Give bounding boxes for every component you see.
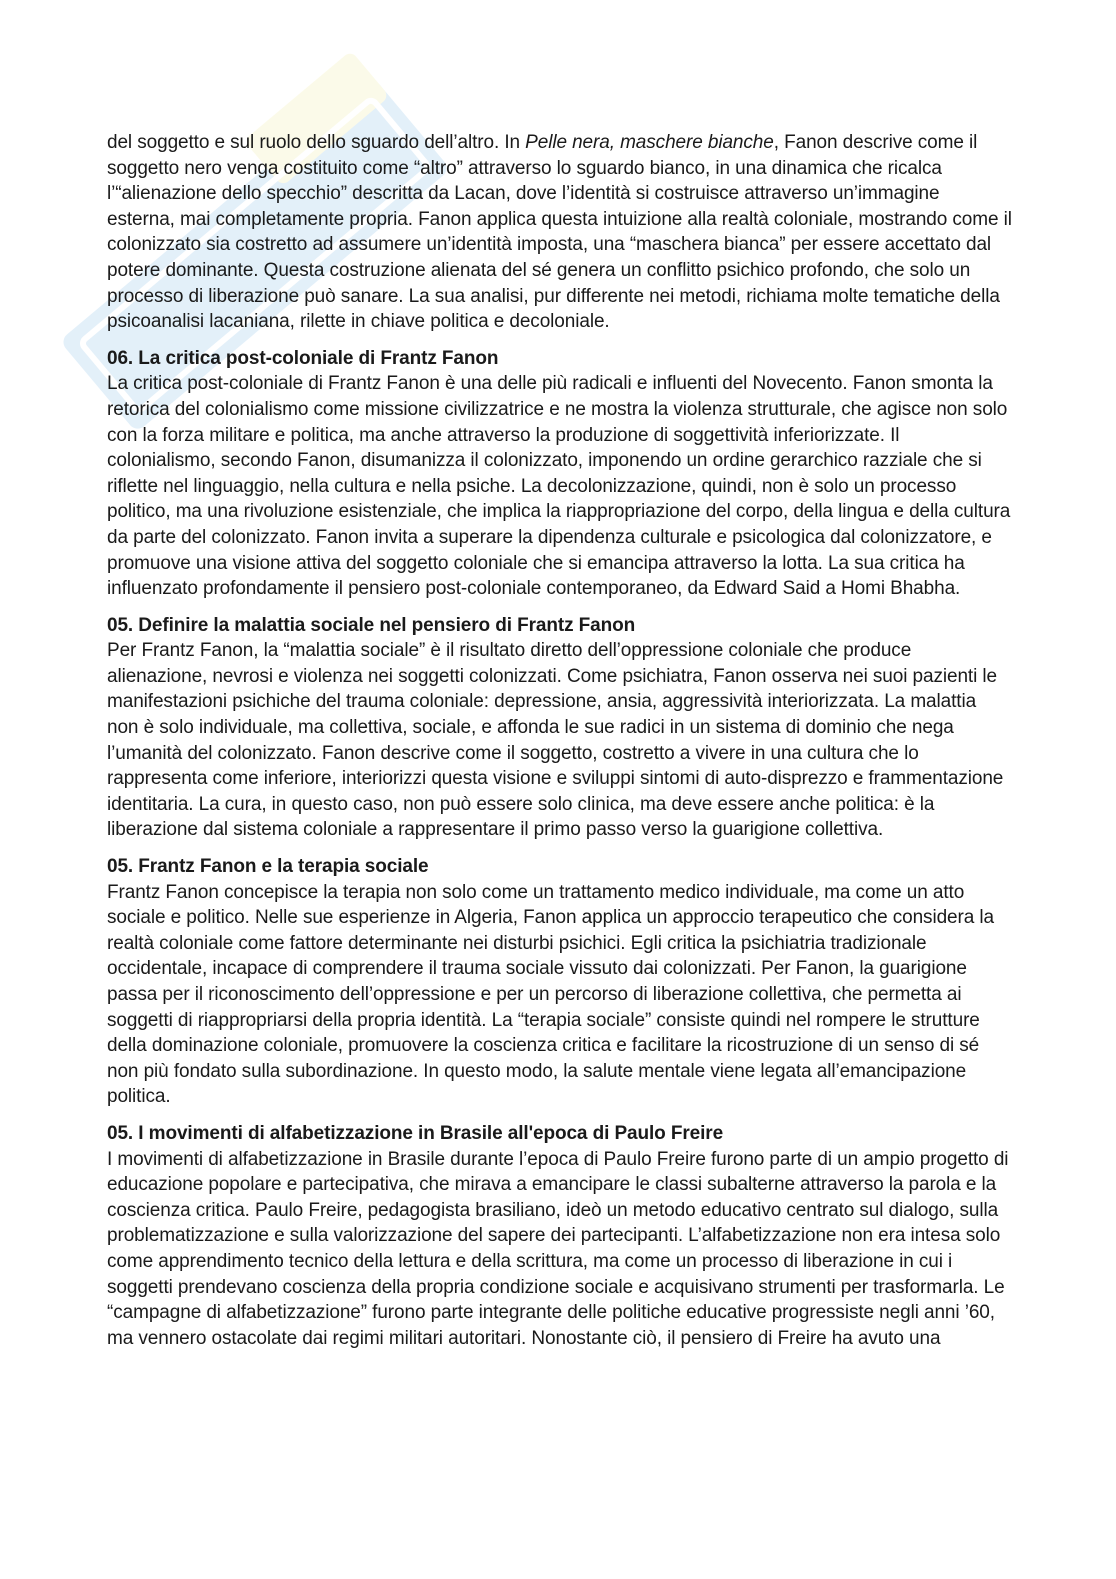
section-malattia-sociale: [107, 613, 1012, 843]
section-alfabetizzazione-brasile: [107, 1121, 1012, 1351]
section-paragraph: Per Frantz Fanon, la “malattia sociale” è il risultato diretto dell’oppressione coloniale che produce alienazione, nevrosi e violenza nei soggetti colonizzati. Come psichiatra, Fanon osserva nei suoi pazienti le manifestazioni psichiche del trauma coloniale: depressione, ansia, aggressività interiorizzata. La malattia non è solo individuale, ma collettiva, sociale, e affonda le sue radici in un sistema di dominio che nega l’umanità del colonizzato. Fanon descrive come il soggetto, costretto a vivere in una cultura che lo rappresenta come inferiore, interiorizzi questa visione e sviluppi sintomi di auto-disprezzo e frammentazione identitaria. La cura, in questo caso, non può essere solo clinica, ma deve essere anche politica: è la liberazione dal sistema coloniale a rappresentare il primo passo verso la guarigione collettiva.: [107, 640, 1004, 841]
section-heading: 05. I movimenti di alfabetizzazione in Brasile all'epoca di Paulo Freire: [107, 1122, 724, 1144]
section-heading: 05. Definire la malattia sociale nel pensiero di Frantz Fanon: [107, 614, 636, 636]
intro-paragraph: del soggetto e sul ruolo dello sguardo dell’altro. In Pelle nera, maschere bianche, Fanon descrive come il soggetto nero venga costituito come “altro” attraverso lo sguardo bianco, in una dinamica che ricalca l’“alienazione dello specchio” descritta da Lacan, dove l’identità si costruisce attraverso un’immagine esterna, mai completamente propria. Fanon applica questa intuizione alla realtà coloniale, mostrando come il colonizzato sia costretto ad assumere un’identità imposta, una “maschera bianca” per essere accettato dal potere dominante. Questa costruzione alienata del sé genera un conflitto psichico profondo, che solo un processo di liberazione può sanare. La sua analisi, pur differente nei metodi, richiama molte tematiche della psicoanalisi lacaniana, rilette in chiave politica e decoloniale.: [107, 132, 1012, 333]
section-critica-post-coloniale: [107, 346, 1012, 602]
section-paragraph: Frantz Fanon concepisce la terapia non solo come un trattamento medico individuale, ma come un atto sociale e politico. Nelle sue esperienze in Algeria, Fanon applica un approccio terapeutico che considera la realtà coloniale come fattore determinante nei disturbi psichici. Egli critica la psichiatria tradizionale occidentale, incapace di comprendere il trauma sociale vissuto dai colonizzati. Per Fanon, la guarigione passa per il riconoscimento dell’oppressione e per un percorso di liberazione collettiva, che permetta ai soggetti di riappropriarsi della propria identità. La “terapia sociale” consiste quindi nel rompere le strutture della dominazione coloniale, promuovere la coscienza critica e facilitare la ricostruzione di un senso di sé non più fondato sulla subordinazione. In questo modo, la salute mentale viene legata all’emancipazione politica.: [107, 881, 994, 1108]
book-title: Pelle nera, maschere bianche: [525, 132, 774, 153]
section-heading: 06. La critica post-coloniale di Frantz Fanon: [107, 347, 499, 369]
document-page: [107, 130, 1012, 1351]
section-paragraph: I movimenti di alfabetizzazione in Brasile durante l’epoca di Paulo Freire furono parte di un ampio progetto di educazione popolare e partecipativa, che mirava a emancipare le classi subalterne attraverso la parola e la coscienza critica. Paulo Freire, pedagogista brasiliano, ideò un metodo educativo centrato sul dialogo, sulla problematizzazione e sulla valorizzazione del sapere dei partecipanti. L’alfabetizzazione non era intesa solo come apprendimento tecnico della lettura e della scrittura, ma come un processo di liberazione in cui i soggetti prendevano coscienza della propria condizione sociale e acquisivano strumenti per trasformarla. Le “campagne di alfabetizzazione” furono parte integrante delle politiche educative progressiste negli anni ’60, ma vennero ostacolate dai regimi militari autoritari. Nonostante ciò, il pensiero di Freire ha avuto una: [107, 1148, 1009, 1349]
section-paragraph: La critica post-coloniale di Frantz Fanon è una delle più radicali e influenti del Novecento. Fanon smonta la retorica del colonialismo come missione civilizzatrice e ne mostra la violenza strutturale, che agisce non solo con la forza militare e politica, ma anche attraverso la produzione di soggettività inferiorizzate. Il colonialismo, secondo Fanon, disumanizza il colonizzato, imponendo un ordine gerarchico razziale che si riflette nel linguaggio, nella cultura e nella psiche. La decolonizzazione, quindi, non è solo un processo politico, ma una rivoluzione esistenziale, che implica la riappropriazione del corpo, della lingua e della cultura da parte del colonizzato. Fanon invita a superare la dipendenza culturale e psicologica dal colonizzatore, e promuove una visione attiva del soggetto coloniale che si emancipa attraverso la lotta. La sua critica ha influenzato profondamente il pensiero post-coloniale contemporaneo, da Edward Said a Homi Bhabha.: [107, 373, 1011, 600]
section-terapia-sociale: [107, 854, 1012, 1110]
section-heading: 05. Frantz Fanon e la terapia sociale: [107, 856, 429, 878]
